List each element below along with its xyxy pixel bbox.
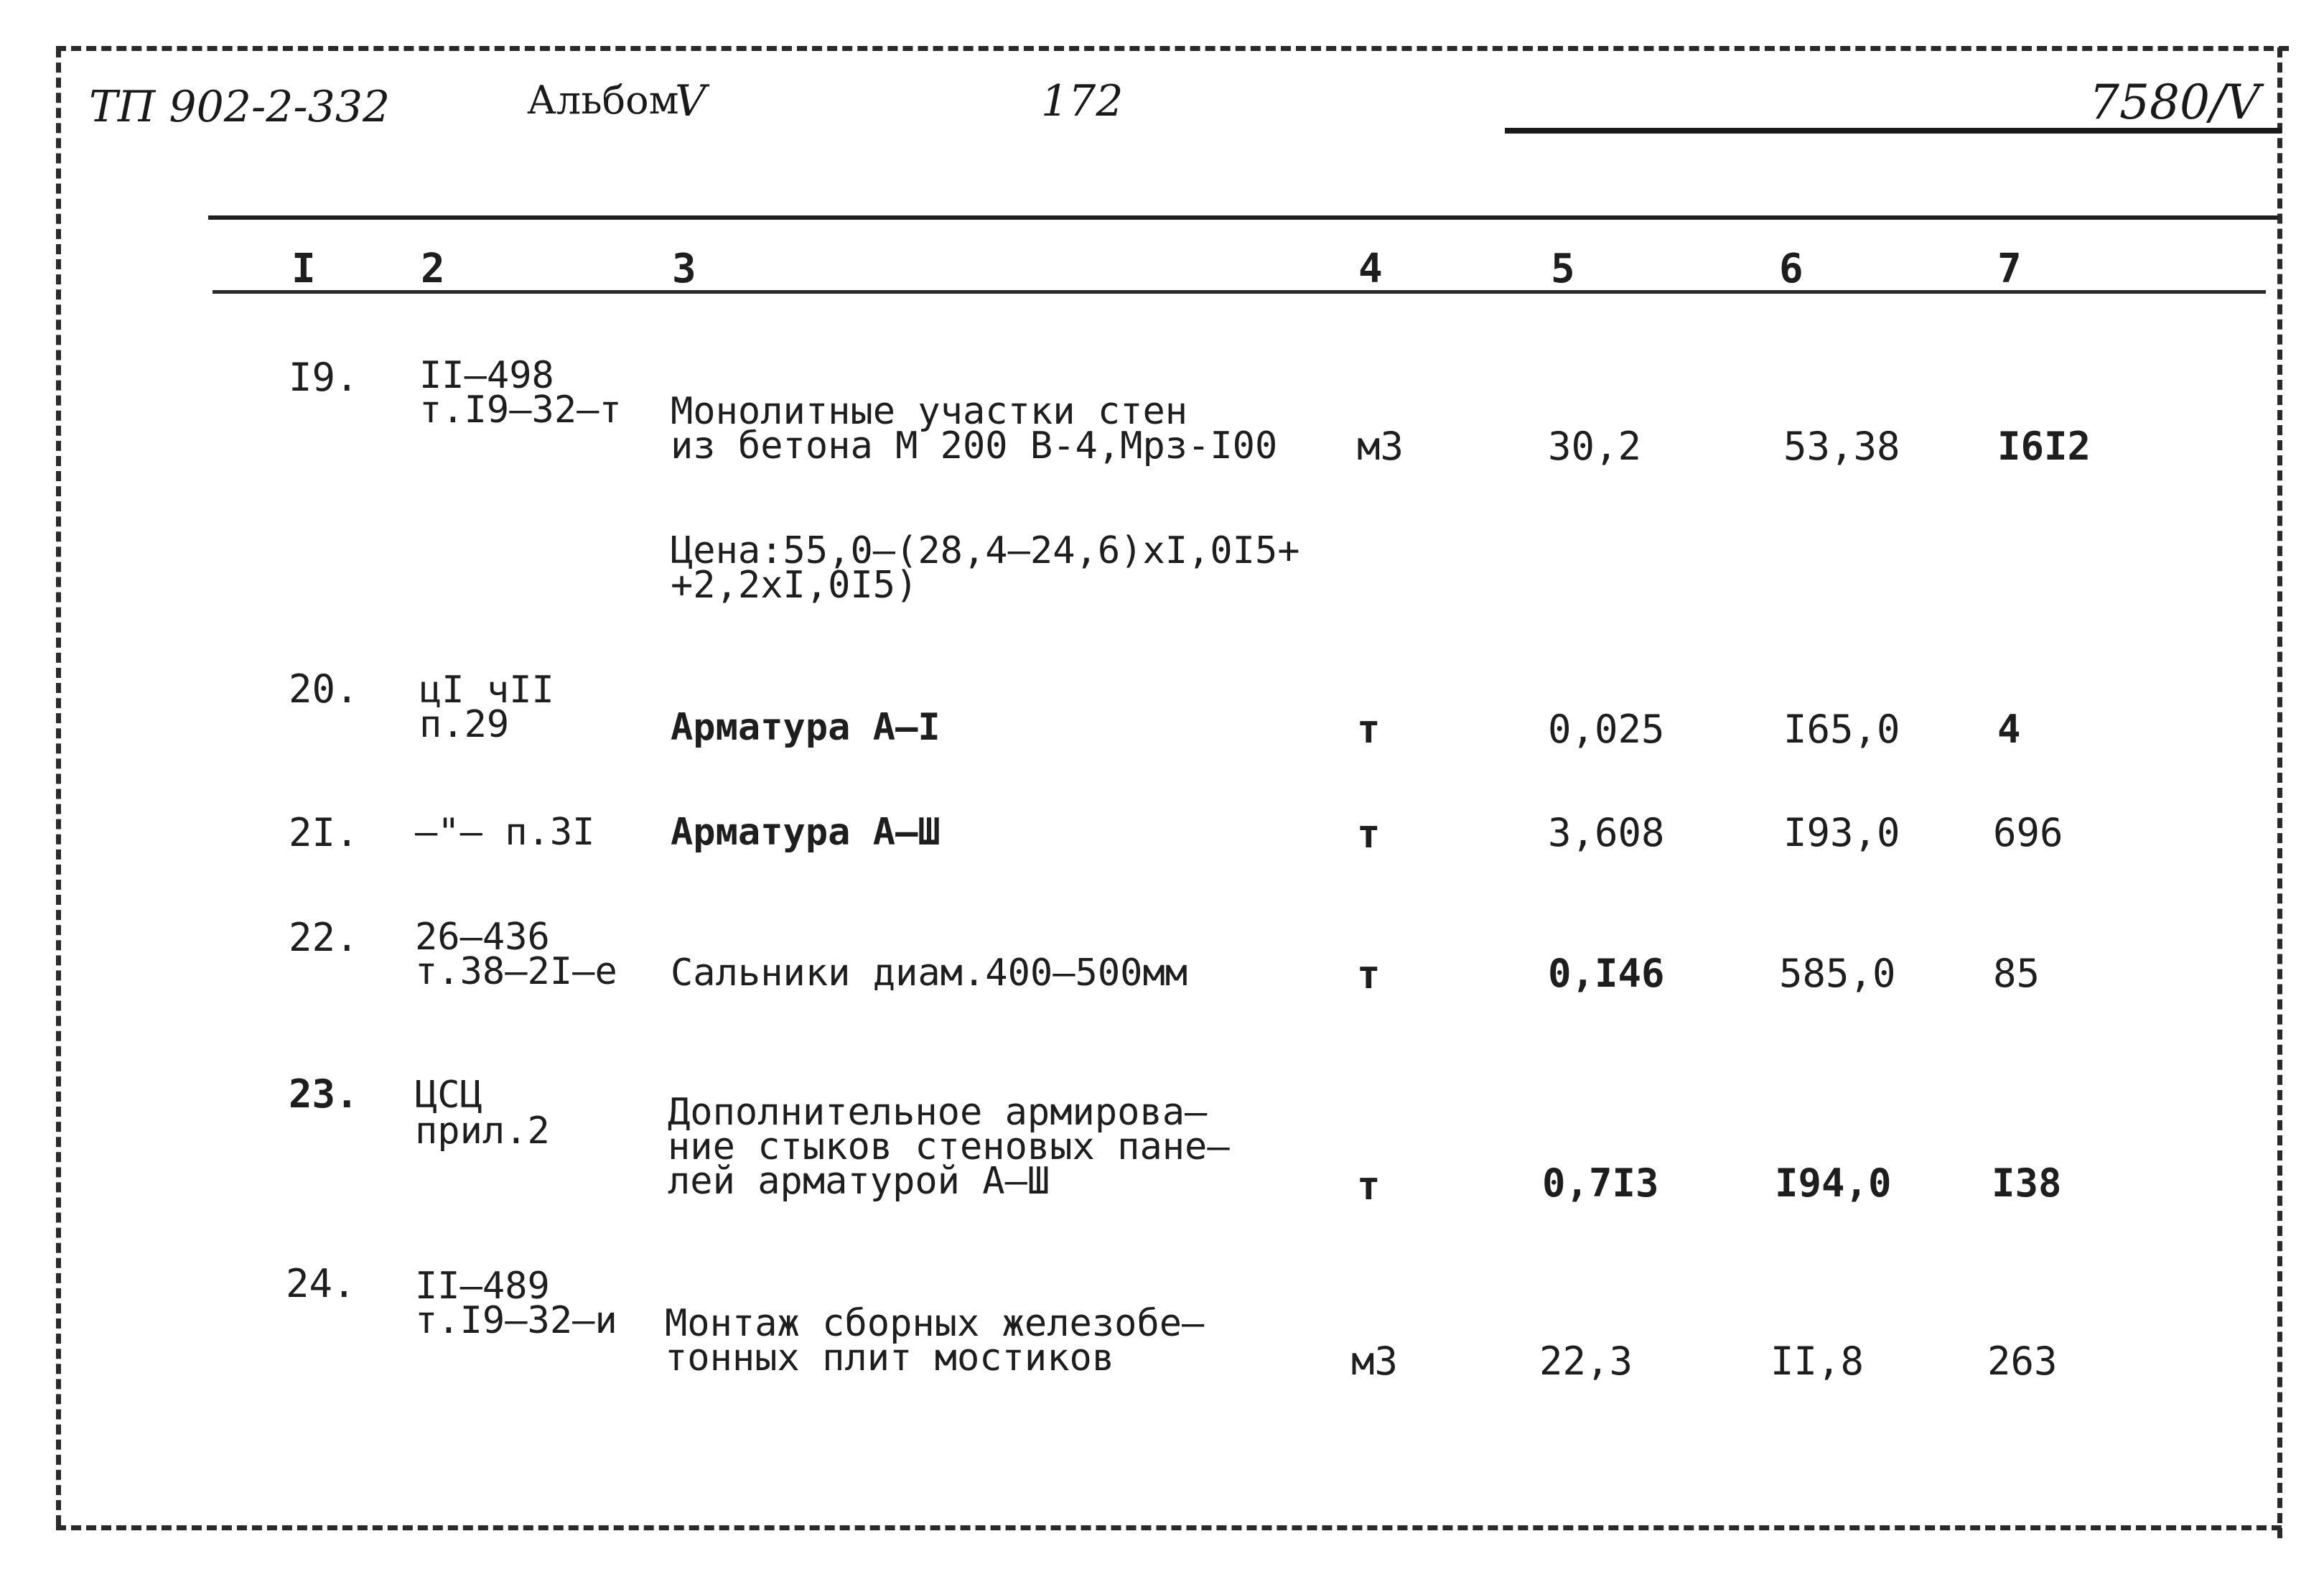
row-description-line: Сальники диам.400–500мм — [671, 952, 1188, 995]
row-number: 2I. — [289, 810, 359, 855]
row-quantity: 22,3 — [1539, 1339, 1633, 1384]
column-header-1: I — [291, 246, 316, 292]
row-unit: м3 — [1351, 1339, 1399, 1384]
row-description-line: Монтаж сборных железобе– — [665, 1302, 1205, 1345]
row-reference-line: II–489 — [415, 1265, 550, 1308]
row-total: I6I2 — [1997, 424, 2091, 469]
row-reference-line: т.I9–32–и — [415, 1299, 617, 1342]
row-reference-line: прил.2 — [415, 1110, 550, 1153]
row-reference-line: 26–436 — [415, 916, 550, 959]
frame-bottom-border — [56, 1525, 2282, 1530]
page-number: 172 — [1041, 76, 1124, 126]
row-quantity: 3,608 — [1548, 810, 1665, 855]
row-unit: т — [1357, 952, 1381, 997]
row-reference-line: т.I9–32–т — [419, 389, 622, 432]
row-description-line: Дополнительное армирова– — [668, 1091, 1208, 1134]
row-description-line: ние стыков стеновых пане– — [668, 1125, 1230, 1168]
project-code: ТП 902-2-332 — [89, 82, 391, 132]
row-description-line: Монолитные участки стен — [671, 390, 1188, 433]
row-reference-line: т.38–2I–е — [415, 950, 617, 993]
row-description-line: лей арматурой А–Ш — [668, 1160, 1050, 1203]
row-price-note-line: +2,2хI,0I5) — [671, 564, 918, 607]
row-number: 24. — [286, 1261, 356, 1306]
row-unit: т — [1357, 811, 1381, 857]
row-description-line: тонных плит мостиков — [665, 1336, 1115, 1380]
row-price-note-line: Цена:55,0–(28,4–24,6)хI,0I5+ — [671, 529, 1300, 572]
frame-right-border — [2277, 47, 2282, 1538]
row-reference-line: цI чII — [419, 669, 554, 712]
row-quantity: 0,025 — [1548, 707, 1665, 752]
table-top-rule — [208, 215, 2277, 220]
row-quantity: 30,2 — [1548, 424, 1642, 469]
row-quantity: 0,I46 — [1548, 951, 1665, 996]
row-unit-price: 585,0 — [1779, 951, 1896, 996]
row-reference-line: –"– п.3I — [415, 811, 595, 854]
row-unit-price: I65,0 — [1783, 707, 1900, 752]
frame-left-border — [56, 47, 61, 1525]
row-total: 263 — [1987, 1339, 2058, 1384]
row-unit: т — [1357, 707, 1381, 752]
frame-top-border — [56, 46, 2289, 51]
album-label: Альбом — [527, 78, 679, 123]
row-unit-price: I94,0 — [1775, 1160, 1892, 1206]
row-number: 22. — [289, 915, 359, 960]
row-total: 4 — [1997, 707, 2021, 752]
row-description-line: Арматура А–I — [671, 706, 941, 749]
row-number: 20. — [289, 666, 359, 712]
row-total: 85 — [1993, 951, 2040, 996]
row-total: I38 — [1992, 1160, 2062, 1206]
row-unit-price: 53,38 — [1783, 424, 1900, 469]
sheet-code: 7580/V — [2089, 75, 2260, 130]
column-header-6: 6 — [1779, 246, 1803, 292]
row-unit-price: II,8 — [1770, 1339, 1865, 1384]
row-unit-price: I93,0 — [1783, 810, 1900, 855]
column-header-7: 7 — [1997, 246, 2022, 292]
row-number: I9. — [289, 355, 359, 400]
row-unit: т — [1357, 1163, 1381, 1209]
column-header-3: 3 — [672, 246, 696, 292]
row-description-line: из бетона М 200 В-4,Мрз-I00 — [671, 424, 1278, 467]
row-number: 23. — [289, 1071, 359, 1117]
column-header-5: 5 — [1551, 246, 1575, 292]
row-reference-line: II–498 — [419, 354, 554, 397]
row-quantity: 0,7I3 — [1542, 1160, 1659, 1206]
album-number: V — [675, 76, 706, 126]
column-header-4: 4 — [1358, 246, 1383, 292]
row-description-line: Арматура А–Ш — [671, 811, 941, 854]
row-unit: м3 — [1357, 424, 1404, 469]
column-header-rule — [213, 290, 2266, 294]
row-reference-line: п.29 — [419, 703, 510, 746]
row-total: 696 — [1993, 810, 2063, 855]
row-reference-line: ЦСЦ — [415, 1074, 482, 1117]
column-header-2: 2 — [421, 246, 445, 292]
